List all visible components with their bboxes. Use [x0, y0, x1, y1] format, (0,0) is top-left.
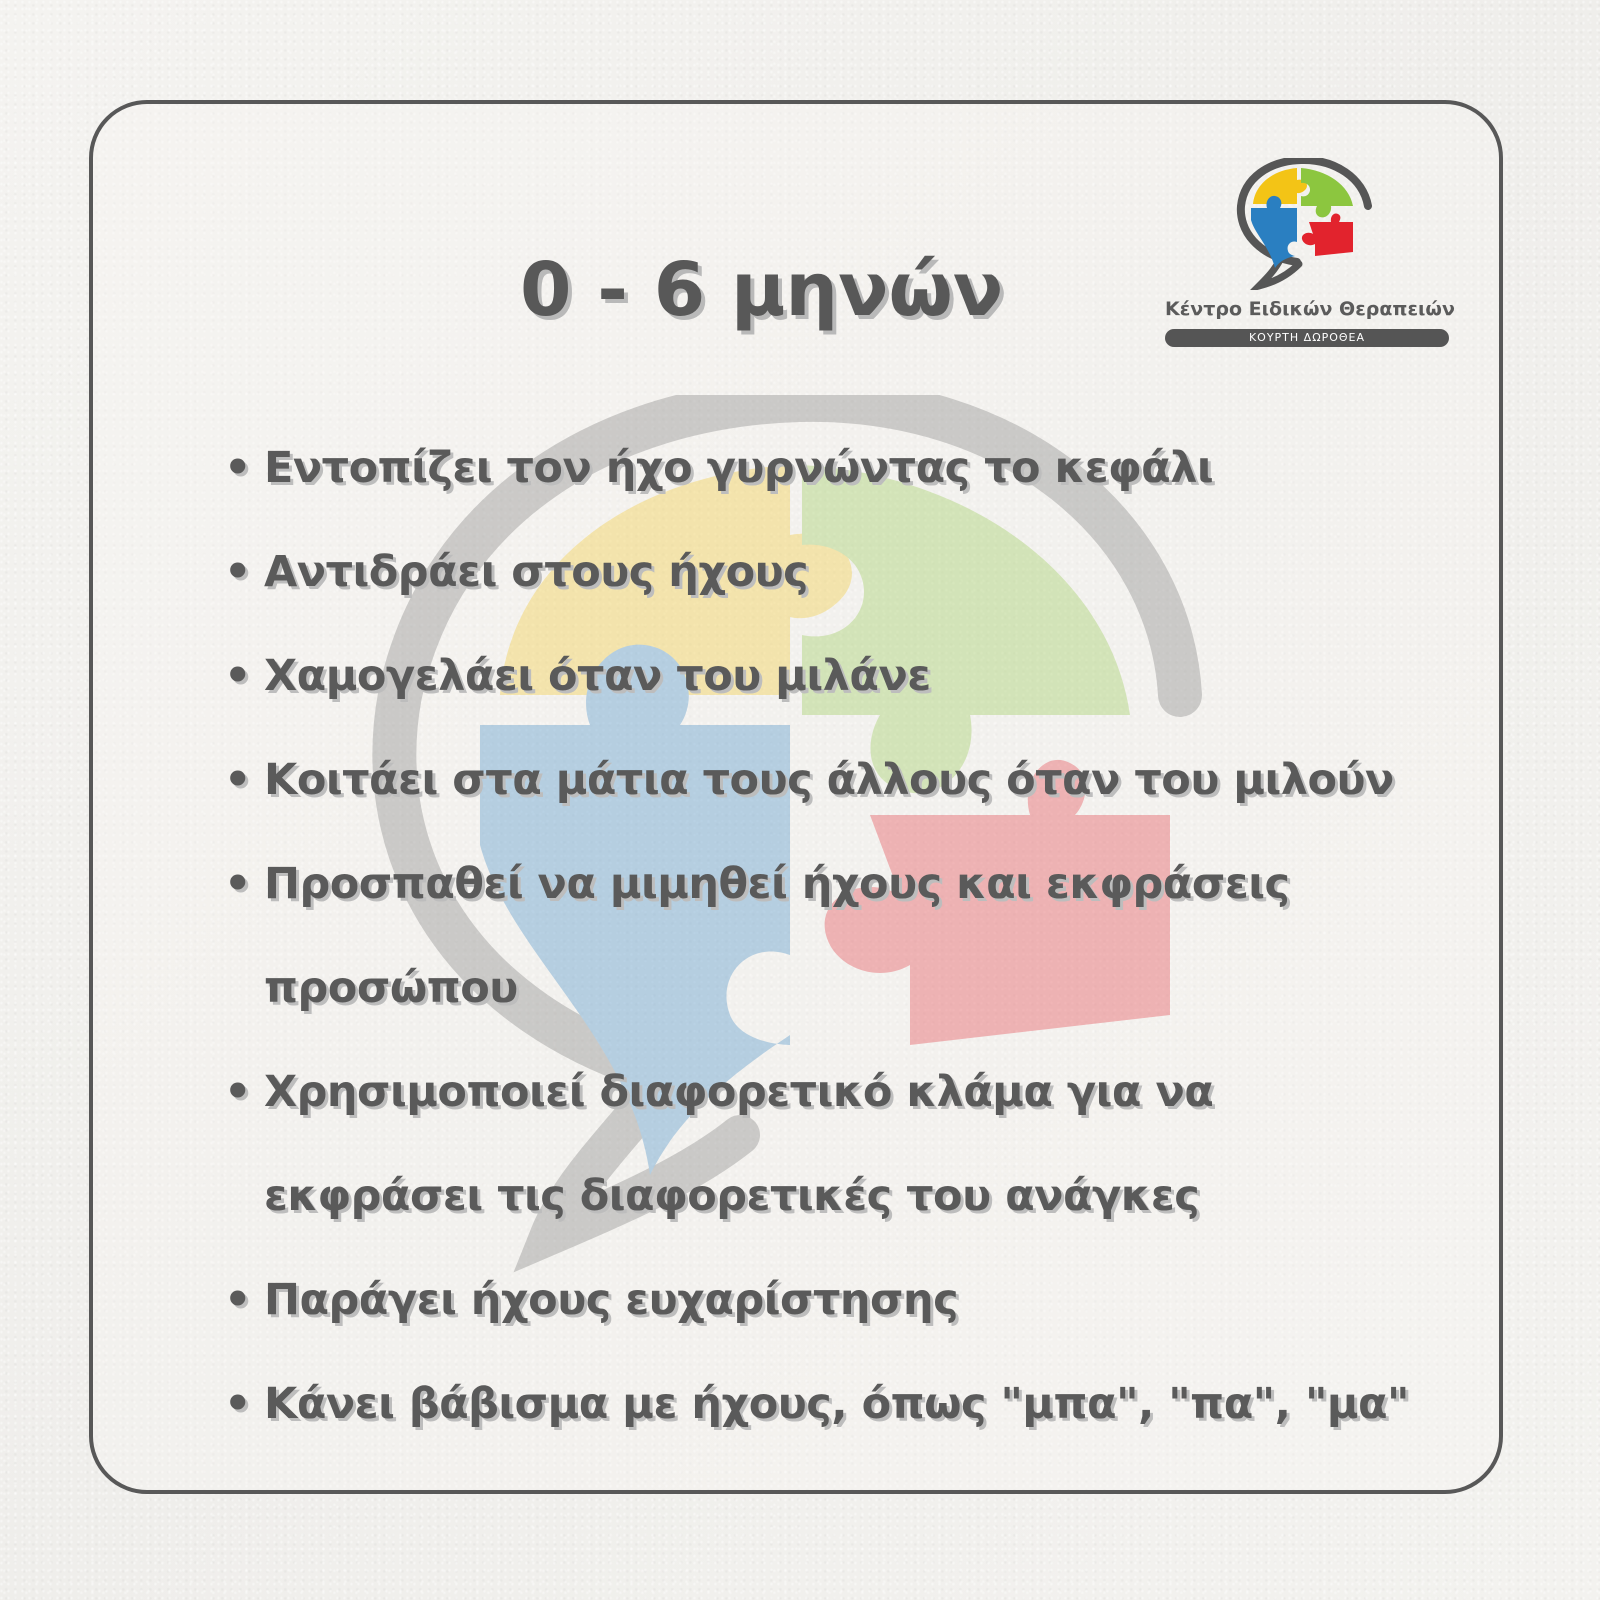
list-item-text: Χαμογελάει όταν του μιλάνε [264, 651, 931, 701]
bullet: • [224, 755, 251, 805]
logo-name: Κέντρο Ειδικών Θεραπειών [1165, 298, 1455, 320]
list-item-text: Αντιδράει στους ήχους [264, 547, 809, 597]
bullet: • [224, 443, 251, 493]
page-title: 0 - 6 μηνών [520, 247, 1004, 333]
logo-subtitle: ΚΟΥΡΤΗ ΔΩΡΟΘΕΑ [1165, 329, 1449, 347]
list-item [220, 832, 1440, 1040]
puzzle-speech-bubble-icon [1235, 158, 1375, 290]
milestones-list [220, 416, 1440, 1456]
list-item [220, 1248, 1440, 1352]
list-item-text: Χρησιμοποιεί διαφορετικό κλάμα για να εκφράσει τις διαφορετικές του ανάγκες [264, 1067, 1214, 1221]
bullet: • [224, 859, 251, 909]
list-item-text: Κοιτάει στα μάτια τους άλλους όταν του μιλούν [264, 755, 1394, 805]
list-item [220, 728, 1440, 832]
list-item [220, 520, 1440, 624]
list-item [220, 1040, 1440, 1248]
list-item [220, 1352, 1440, 1456]
logo [1165, 158, 1455, 352]
list-item-text: Προσπαθεί να μιμηθεί ήχους και εκφράσεις προσώπου [264, 859, 1290, 1013]
bullet: • [224, 651, 251, 701]
bullet: • [224, 1067, 251, 1117]
list-item [220, 416, 1440, 520]
bullet: • [224, 1379, 251, 1429]
list-item [220, 624, 1440, 728]
bullet: • [224, 1275, 251, 1325]
list-item-text: Κάνει βάβισμα με ήχους, όπως "μπα", "πα", "μα" [264, 1379, 1409, 1429]
bullet: • [224, 547, 251, 597]
list-item-text: Εντοπίζει τον ήχο γυρνώντας το κεφάλι [264, 443, 1214, 493]
list-item-text: Παράγει ήχους ευχαρίστησης [264, 1275, 959, 1325]
